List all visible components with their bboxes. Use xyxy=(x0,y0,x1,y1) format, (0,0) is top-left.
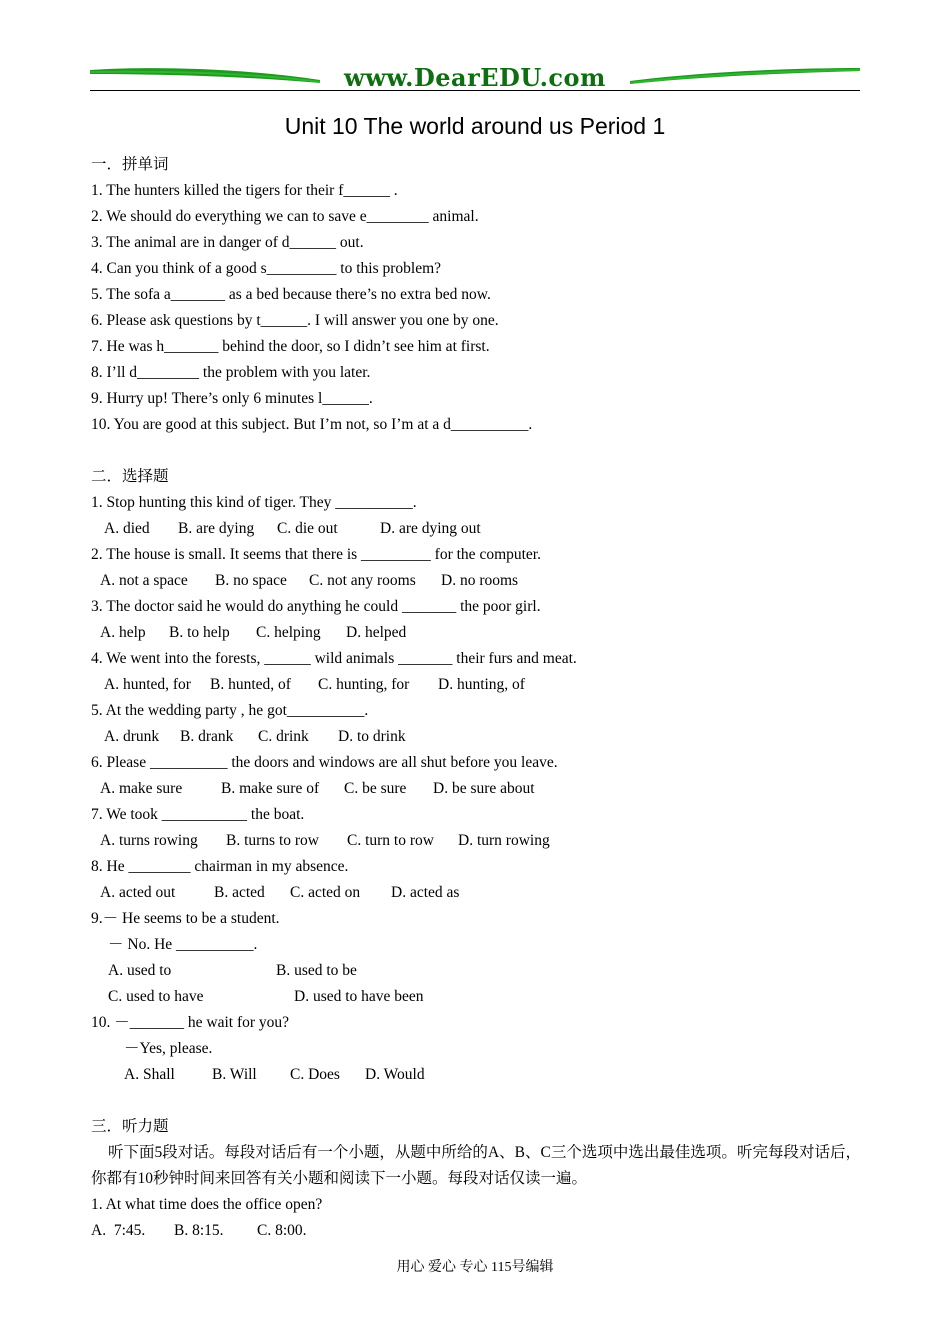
question-stem: 10. －_______ he wait for you? xyxy=(91,1014,290,1031)
spelling-item: 3. The animal are in danger of d______ out. xyxy=(91,234,364,251)
option: B. make sure of xyxy=(221,780,320,797)
option: B. Will xyxy=(212,1066,257,1083)
question-stem: 7. We took ___________ the boat. xyxy=(91,806,305,823)
page-footer: 用心 爱心 专心 115号编辑 xyxy=(396,1260,554,1275)
option: C. used to have xyxy=(108,988,204,1005)
option-row xyxy=(91,620,861,646)
option: C. hunting, for xyxy=(318,676,410,693)
question-stem: 1. At what time does the office open? xyxy=(91,1196,323,1213)
listening-instructions: 听下面5段对话。每段对话后有一个小题，从题中所给的A、B、C三个选项中选出最佳选项。听完每段对话后，你都有10秒钟时间来回答有关小题和阅读下一小题。每段对话仅读一遍。 xyxy=(91,1144,861,1187)
option-row xyxy=(91,984,861,1010)
option: C. helping xyxy=(256,624,321,641)
option: B. to help xyxy=(169,624,230,641)
option: D. be sure about xyxy=(433,780,535,797)
option-row xyxy=(91,1062,861,1088)
option: D. to drink xyxy=(338,728,406,745)
question-stem: 5. At the wedding party , he got__________. xyxy=(91,702,369,719)
question-stem: 3. The doctor said he would do anything he could _______ the poor girl. xyxy=(91,598,541,615)
option: A. Shall xyxy=(124,1066,175,1083)
question-stem: 1. Stop hunting this kind of tiger. They __________. xyxy=(91,494,417,511)
option: D. turn rowing xyxy=(458,832,550,849)
question-reply: －Yes, please. xyxy=(124,1040,213,1057)
section-heading: 三．听力题 xyxy=(91,1118,169,1135)
option: B. turns to row xyxy=(226,832,319,849)
option: B. acted xyxy=(214,884,265,901)
site-logo-text: www.DearEDU.com xyxy=(344,63,606,92)
option: A. died xyxy=(104,520,150,537)
option: B. used to be xyxy=(276,962,357,979)
option: A. turns rowing xyxy=(100,832,198,849)
option: D. are dying out xyxy=(380,520,481,537)
option: A. 7:45. xyxy=(91,1222,146,1239)
option-row xyxy=(91,672,861,698)
section-heading: 一．拼单词 xyxy=(91,156,169,173)
spelling-item: 2. We should do everything we can to save e________ animal. xyxy=(91,208,479,225)
option: D. acted as xyxy=(391,884,460,901)
option-row xyxy=(91,958,861,984)
worksheet-body xyxy=(91,152,861,1244)
option: A. make sure xyxy=(100,780,183,797)
option-row xyxy=(91,828,861,854)
option: C. die out xyxy=(277,520,338,537)
option: A. drunk xyxy=(104,728,160,745)
spelling-item: 6. Please ask questions by t______. I will answer you one by one. xyxy=(91,312,499,329)
option-row xyxy=(91,724,861,750)
option: A. used to xyxy=(108,962,172,979)
option-row xyxy=(91,568,861,594)
spelling-item: 10. You are good at this subject. But I’m not, so I’m at a d__________. xyxy=(91,416,533,433)
option: C. drink xyxy=(258,728,309,745)
option: C. 8:00. xyxy=(257,1222,307,1239)
question-stem: 8. He ________ chairman in my absence. xyxy=(91,858,349,875)
option: D. helped xyxy=(346,624,407,641)
option: B. are dying xyxy=(178,520,255,537)
spelling-item: 1. The hunters killed the tigers for their f______ . xyxy=(91,182,398,199)
option: A. hunted, for xyxy=(104,676,191,693)
question-reply: － No. He __________. xyxy=(108,936,258,953)
spelling-item: 9. Hurry up! There’s only 6 minutes l______. xyxy=(91,390,373,407)
option-row xyxy=(91,880,861,906)
option: A. acted out xyxy=(100,884,176,901)
page-title: Unit 10 The world around us Period 1 xyxy=(284,113,666,139)
option: D. used to have been xyxy=(294,988,424,1005)
question-stem: 6. Please __________ the doors and windows are all shut before you leave. xyxy=(91,754,558,771)
option: D. hunting, of xyxy=(438,676,525,693)
spelling-item: 5. The sofa a_______ as a bed because there’s no extra bed now. xyxy=(91,286,491,303)
option: B. 8:15. xyxy=(174,1222,224,1239)
option-row xyxy=(91,516,861,542)
question-stem: 9.－ He seems to be a student. xyxy=(91,910,280,927)
header-rule xyxy=(90,90,860,91)
spelling-item: 7. He was h_______ behind the door, so I didn’t see him at first. xyxy=(91,338,490,355)
option: C. acted on xyxy=(290,884,361,901)
spelling-item: 8. I’ll d________ the problem with you later. xyxy=(91,364,371,381)
option: C. turn to row xyxy=(347,832,434,849)
option: B. no space xyxy=(215,572,287,589)
option: A. not a space xyxy=(100,572,188,589)
spelling-item: 4. Can you think of a good s_________ to this problem? xyxy=(91,260,442,277)
option-row xyxy=(91,1218,861,1244)
option: D. Would xyxy=(365,1066,425,1083)
option: C. Does xyxy=(290,1066,340,1083)
section-heading: 二．选择题 xyxy=(91,468,169,485)
question-stem: 4. We went into the forests, ______ wild animals _______ their furs and meat. xyxy=(91,650,577,667)
option: B. hunted, of xyxy=(210,676,291,693)
option-row xyxy=(91,776,861,802)
option: D. no rooms xyxy=(441,572,519,589)
option: B. drank xyxy=(180,728,234,745)
option: C. not any rooms xyxy=(309,572,416,589)
option: A. help xyxy=(100,624,146,641)
option: C. be sure xyxy=(344,780,407,797)
question-stem: 2. The house is small. It seems that there is _________ for the computer. xyxy=(91,546,541,563)
